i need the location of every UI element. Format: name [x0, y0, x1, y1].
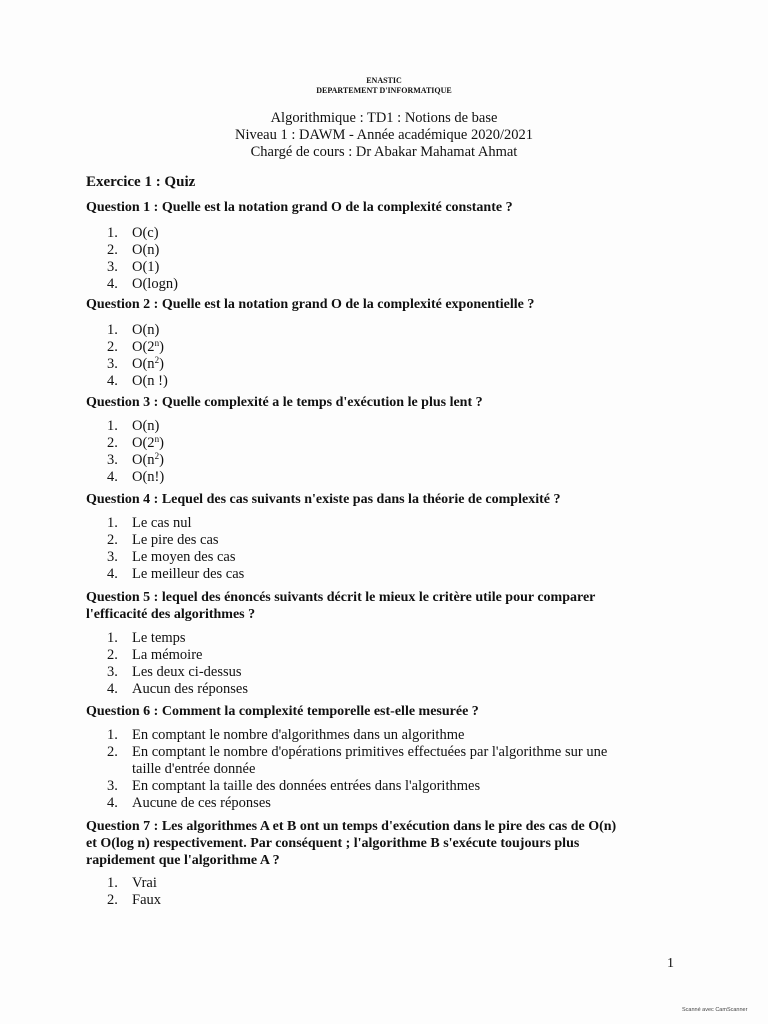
list-item: 2. O(n) — [107, 242, 160, 258]
list-item: 4. O(n !) — [107, 373, 168, 389]
question-7-text — [86, 818, 696, 869]
institution-name: ENASTIC — [366, 76, 402, 85]
question-6-answers — [107, 727, 667, 812]
question-6-text: Question 6 : Comment la complexité temporelle est-elle mesurée ? — [86, 704, 479, 719]
list-item: 4. O(logn) — [107, 276, 178, 292]
question-4-answers — [107, 515, 667, 583]
question-4-text: Question 4 : Lequel des cas suivants n'existe pas dans la théorie de complexité ? — [86, 492, 561, 507]
list-item: 4. Aucune de ces réponses — [107, 795, 271, 811]
list-item: 3. $O(n^2)$ — [107, 451, 164, 468]
question-7-answers — [107, 875, 667, 909]
list-item: 4. Le meilleur des cas — [107, 566, 245, 582]
list-item: 1. O(n) — [107, 322, 160, 338]
list-item: 2. O(2$^n$) — [107, 338, 164, 355]
lecturer-name: Chargé de cours : Dr Abakar Mahamat Ahmat — [250, 144, 518, 160]
list-item: 1. O(n) — [107, 418, 160, 434]
list-item: 1. O(c) — [107, 225, 159, 241]
course-title: Algorithmique : TD1 : Notions de base — [270, 110, 498, 126]
question-2-answers — [107, 322, 667, 390]
exercise-title: Exercice 1 : Quiz — [86, 174, 196, 190]
question-5-line-2: l'efficacité des algorithmes ? — [86, 607, 256, 622]
list-item: 3. O(1) — [107, 259, 160, 275]
question-7-line-1: Question 7 : Les algorithmes A et B ont un temps d'exécution dans le pire des cas de O(n) — [86, 819, 617, 834]
list-item: 3. En comptant la taille des données entrées dans l'algorithmes — [107, 778, 481, 794]
list-item: 2. En comptant le nombre d'opérations primitives effectuées par l'algorithme sur une taille d'entrée donnée — [107, 744, 608, 777]
list-item: 2. La mémoire — [107, 647, 203, 663]
list-item: 1. Le cas nul — [107, 515, 192, 531]
question-3-answers — [107, 418, 667, 486]
question-2-text: Question 2 : Quelle est la notation grand O de la complexité exponentielle ? — [86, 297, 535, 312]
list-item: 2. Le pire des cas — [107, 532, 219, 548]
department-name: DEPARTEMENT D'INFORMATIQUE — [316, 86, 452, 95]
course-level: Niveau 1 : DAWM - Année académique 2020/2021 — [234, 127, 534, 143]
list-item: 1. Le temps — [107, 630, 186, 646]
question-1-text: Question 1 : Quelle est la notation grand O de la complexité constante ? — [86, 200, 513, 215]
list-item: 4. Aucun des réponses — [107, 681, 248, 697]
list-item: 3. Le moyen des cas — [107, 549, 236, 565]
question-5-answers — [107, 630, 667, 698]
question-5-line-1: Question 5 : lequel des énoncés suivants décrit le mieux le critère utile pour comparer — [86, 590, 596, 605]
question-7-line-3: rapidement que l'algorithme A ? — [86, 853, 280, 868]
question-7-line-2: et O(log n) respectivement. Par conséquent ; l'algorithme B s'exécute toujours plus — [86, 836, 580, 851]
list-item: 3. $O(n^2)$ — [107, 355, 164, 372]
list-item: 3. Les deux ci-dessus — [107, 664, 242, 680]
list-item: 1. En comptant le nombre d'algorithmes dans un algorithme — [107, 727, 465, 743]
question-1-answers — [107, 225, 667, 293]
page-number: 1 — [667, 956, 674, 971]
list-item: 2. O(2$^n$) — [107, 434, 164, 451]
scanner-watermark: Scanné avec CamScanner — [682, 1007, 748, 1013]
question-5-text — [86, 589, 686, 623]
list-item: 1. Vrai — [107, 875, 157, 891]
list-item: 2. Faux — [107, 892, 161, 908]
list-item: 4. O(n!) — [107, 469, 165, 485]
question-3-text: Question 3 : Quelle complexité a le temps d'exécution le plus lent ? — [86, 395, 483, 410]
